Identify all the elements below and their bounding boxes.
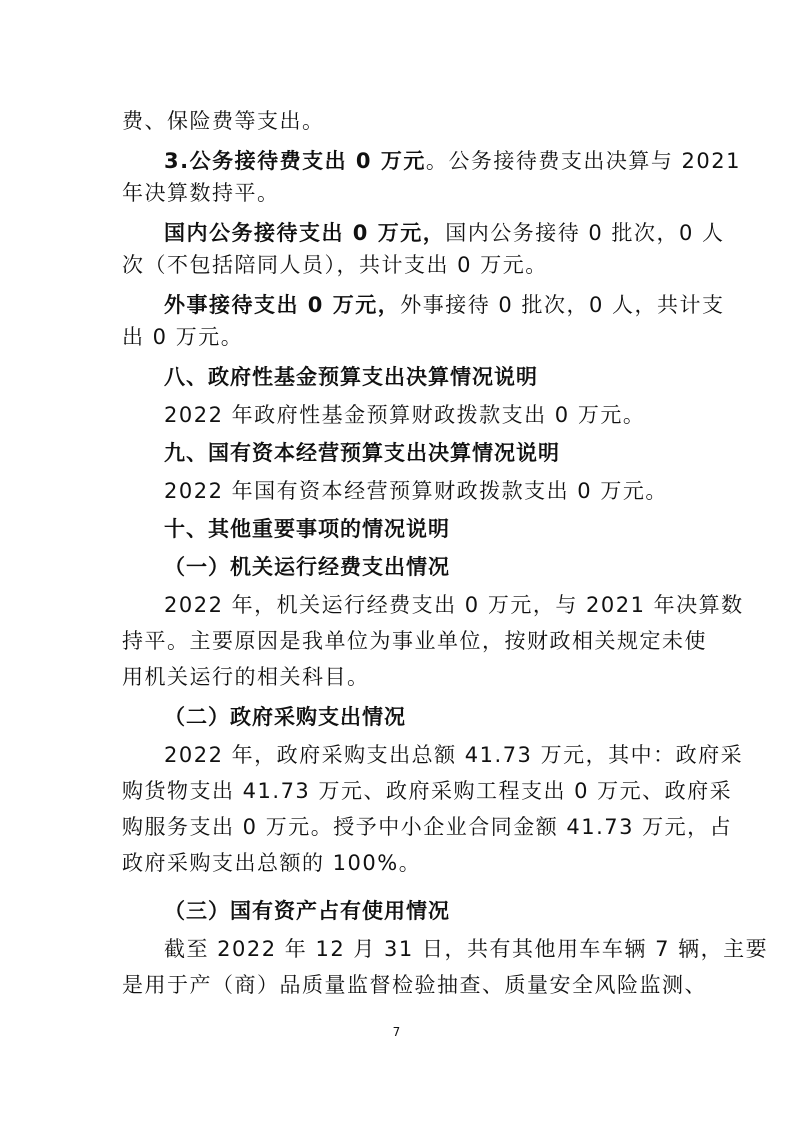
- text-line: 2022 年，政府采购支出总额 41.73 万元，其中：政府采: [164, 743, 744, 767]
- subsection-heading: （一）机关运行经费支出情况: [164, 555, 450, 579]
- text-line: 政府采购支出总额的 100%。: [122, 851, 422, 875]
- bold-lead: 3.公务接待费支出 0 万元: [164, 149, 426, 173]
- text-line: [164, 218, 724, 248]
- text-line: 截至 2022 年 12 月 31 日，共有其他用车车辆 7 辆，主要: [164, 937, 769, 961]
- text-line: 费、保险费等支出。: [122, 109, 325, 133]
- text-line: 购服务支出 0 万元。授予中小企业合同金额 41.73 万元，占: [122, 815, 733, 839]
- text-line: 购货物支出 41.73 万元、政府采购工程支出 0 万元、政府采: [122, 779, 733, 803]
- bold-lead: 外事接待支出 0 万元，: [164, 293, 401, 317]
- text-line: 2022 年政府性基金预算财政拨款支出 0 万元。: [164, 403, 646, 427]
- section-heading: 十、其他重要事项的情况说明: [164, 517, 450, 541]
- line-rest: 外事接待 0 批次，0 人，共计支: [400, 293, 725, 317]
- text-line: 2022 年国有资本经营预算财政拨款支出 0 万元。: [164, 479, 668, 503]
- text-line: 2022 年，机关运行经费支出 0 万元，与 2021 年决算数: [164, 593, 744, 617]
- text-line: 年决算数持平。: [122, 181, 280, 205]
- text-line: 是用于产（商）品质量监督检验抽查、质量安全风险监测、: [122, 973, 707, 997]
- subsection-heading: （二）政府采购支出情况: [164, 705, 406, 729]
- section-heading: 八、政府性基金预算支出决算情况说明: [164, 365, 538, 389]
- page-number: 7: [392, 1025, 401, 1039]
- text-line: [164, 146, 741, 176]
- text-line: [164, 290, 724, 320]
- line-rest: 。公务接待费支出决算与 2021: [425, 149, 741, 173]
- subsection-heading: （三）国有资产占有使用情况: [164, 899, 450, 923]
- text-line: 持平。主要原因是我单位为事业单位，按财政相关规定未使: [122, 629, 707, 653]
- bold-lead: 国内公务接待支出 0 万元，: [164, 221, 446, 245]
- text-line: 出 0 万元。: [122, 325, 244, 349]
- line-rest: 国内公务接待 0 批次，0 人: [445, 221, 725, 245]
- text-line: 用机关运行的相关科目。: [122, 665, 370, 689]
- text-line: 次（不包括陪同人员），共计支出 0 万元。: [122, 253, 548, 277]
- section-heading: 九、国有资本经营预算支出决算情况说明: [164, 441, 560, 465]
